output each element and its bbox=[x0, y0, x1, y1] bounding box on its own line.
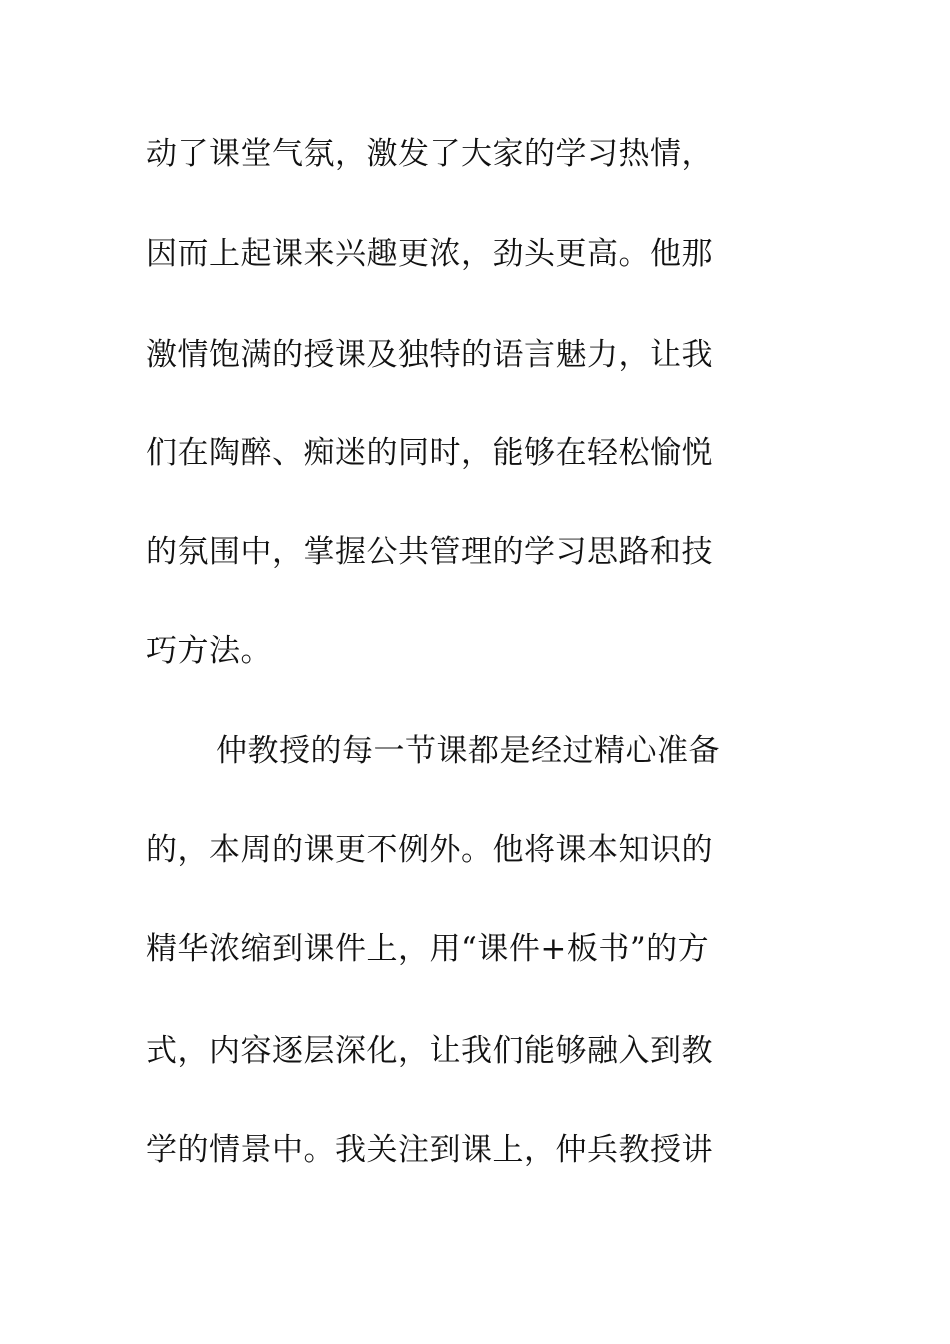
text-line: 的，本周的课更不例外。他将课本知识的 bbox=[146, 832, 713, 868]
text-line: 巧方法。 bbox=[146, 633, 272, 669]
text-line: 学的情景中。我关注到课上，仲兵教授讲 bbox=[146, 1132, 713, 1168]
text-line: 们在陶醉、痴迷的同时，能够在轻松愉悦 bbox=[146, 435, 713, 471]
text-line: 式，内容逐层深化，让我们能够融入到教 bbox=[146, 1033, 713, 1069]
text-line: 激情饱满的授课及独特的语言魅力，让我 bbox=[146, 337, 713, 373]
text-line: 的氛围中，掌握公共管理的学习思路和技 bbox=[146, 534, 713, 570]
text-line: 因而上起课来兴趣更浓，劲头更高。他那 bbox=[146, 236, 713, 272]
text-line: 动了课堂气氛，激发了大家的学习热情， bbox=[146, 136, 713, 172]
text-line: 精华浓缩到课件上，用“课件+板书”的方 bbox=[146, 931, 710, 967]
paragraph-first-line: 仲教授的每一节课都是经过精心准备 bbox=[216, 733, 720, 769]
